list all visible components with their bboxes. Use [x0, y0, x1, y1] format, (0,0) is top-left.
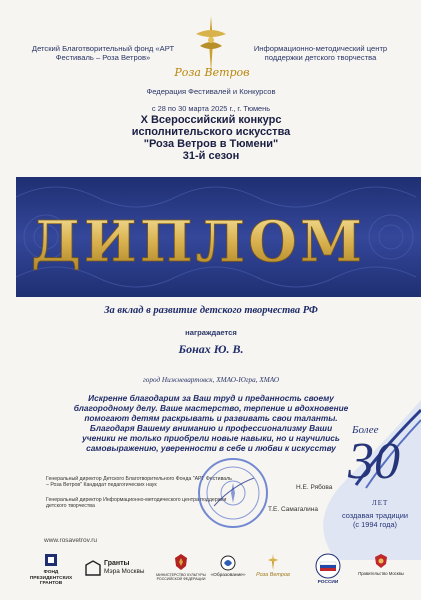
partner-education — [208, 553, 248, 587]
coat-of-arms-icon — [173, 553, 189, 571]
signature-1-name: Н.Е. Рябова — [296, 484, 333, 491]
recipient-name: Бонах Ю. В. — [178, 342, 244, 356]
signature-2-title: Генеральный директор Информационно-методического центра поддержки детского творчества — [46, 497, 227, 509]
partner-label: ФОНД ПРЕЗИДЕНТСКИХ ГРАНТОВ — [29, 570, 73, 586]
gratitude-line: самовыражению, уверенности в себе и любви к искусству — [86, 443, 336, 453]
tradition-line-2: (с 1994 года) — [352, 520, 398, 529]
russia-badge-icon — [315, 553, 341, 579]
diploma-title — [31, 197, 365, 277]
rose-of-winds-small-icon — [266, 553, 280, 571]
contest-line-3: "Роза Ветров в Тюмени" — [143, 138, 279, 150]
website-link[interactable]: www.rosavetrov.ru — [44, 537, 97, 544]
partner-label: Мэра Москвы — [104, 568, 145, 575]
diploma-title-text: ДИПЛОМ — [31, 209, 365, 275]
contest-line-2: исполнительского искусства — [131, 126, 291, 138]
contest-title — [80, 114, 342, 162]
awarded-label: награждается — [185, 328, 237, 337]
anniversary-let: ЛЕТ — [372, 499, 389, 507]
partner-presidential-grants — [28, 553, 74, 587]
official-stamp-icon — [196, 456, 270, 530]
education-icon — [220, 555, 236, 571]
gratitude-line: помогают детям раскрывать и развивать свои таланты. — [84, 413, 338, 423]
gratitude-line: ученики не только приобрели новые навыки, но и научились — [82, 433, 340, 443]
presidential-grants-icon — [44, 553, 58, 567]
signature-2-name: Т.Е. Самагалина — [268, 506, 318, 513]
recipient-city: город Нижневартовск, ХМАО-Югра, ХМАО — [142, 376, 280, 384]
partner-logos — [28, 553, 408, 587]
logo-script-text: Роза Ветров — [174, 66, 250, 79]
partner-ministry-culture — [156, 553, 206, 587]
federation-label: Федерация Фестивалей и Конкурсов — [146, 87, 276, 96]
partner-label: МИНИСТЕРСТВО КУЛЬТУРЫ РОССИЙСКОЙ ФЕДЕРАЦИИ — [156, 573, 206, 582]
gratitude-line: Искренне благодарим за Ваш труд и преданность своему — [88, 393, 334, 403]
right-organization: Информационно-методический центр поддержки детского творчества — [253, 44, 388, 62]
partner-label: Роза Ветров — [256, 572, 290, 578]
partner-label: РОССИИ — [317, 580, 339, 585]
partner-russia-badge — [310, 553, 346, 587]
partner-mayor-grants — [84, 553, 154, 587]
moscow-coat-icon — [374, 553, 388, 569]
event-dates: с 28 по 30 марта 2025 г., г. Тюмень — [151, 104, 271, 113]
gratitude-line: Благодаря Вашему вниманию и профессионализму Ваши — [89, 423, 333, 433]
tradition-line-1: создавая традиции — [342, 511, 408, 520]
left-organization: Детский Благотворительный фонд «АРТ Фестиваль – Роза Ветров» — [31, 44, 175, 62]
partner-label: Гранты — [104, 560, 130, 567]
contest-line-4: 31-й сезон — [182, 150, 240, 162]
partner-rose-of-winds — [252, 553, 294, 587]
contribution-line: За вклад в развитие детского творчества РФ — [104, 305, 318, 316]
contest-line-1: X Всероссийский конкурс — [140, 114, 282, 126]
anniversary-more: Более — [352, 424, 379, 436]
gratitude-line: благородному делу. Ваше мастерство, терпение и вдохновение — [73, 403, 349, 413]
partner-label: «Образование» — [210, 573, 246, 578]
signature-1-title: Генеральный директор Детского Благотворительного Фонда "АРТ Фестиваль – Роза Ветров" Кандидат педагогических наук — [46, 476, 232, 488]
partner-moscow-government — [354, 553, 408, 587]
mayor-grants-icon — [84, 559, 102, 577]
partner-label: Правительство Москвы — [358, 571, 404, 576]
tradition-text — [332, 511, 418, 529]
anniversary-years: 30 — [348, 433, 400, 490]
